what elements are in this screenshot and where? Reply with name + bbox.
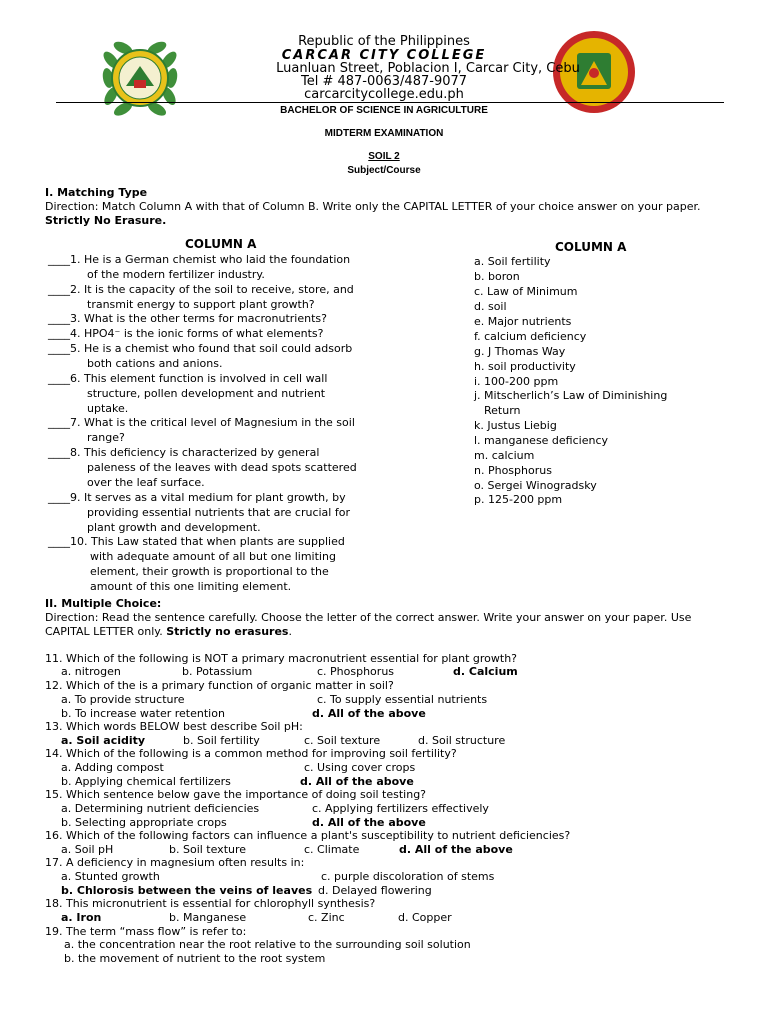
matching-question: ____2. It is the capacity of the soil to receive, store, and transmit energy to support plant growth? [48,283,354,311]
header-divider [56,102,724,103]
mc-question: 19. The term “mass flow” is refer to: [45,925,247,938]
mc-option: a. Adding compost [61,761,164,774]
matching-option: m. calcium [474,449,535,462]
matching-option: f. calcium deficiency [474,330,587,343]
matching-question: ____8. This deficiency is characterized by general paleness of the leaves with dead spots scattered over the leaf surface. [48,446,357,489]
mc-question: 11. Which of the following is NOT a primary macronutrient essential for plant growth? [45,652,518,665]
mc-option: c. purple discoloration of stems [321,870,495,883]
matching-option: b. boron [474,270,520,283]
matching-question: ____10. This Law stated that when plants are supplied with adequate amount of all but one limiting element, their growth is proportional to the amount of this one limiting element. [48,535,345,593]
matching-question: ____5. He is a chemist who found that soil could adsorb both cations and anions. [48,342,353,370]
college-name: CARCAR CITY COLLEGE [281,48,487,63]
matching-option: k. Justus Liebig [474,419,557,432]
mc-question: 15. Which sentence below gave the importance of doing soil testing? [45,788,427,801]
mc-question: 14. Which of the following is a common method for improving soil fertility? [45,747,457,760]
program-title: BACHELOR OF SCIENCE IN AGRICULTURE [280,105,488,116]
subject-label: Subject/Course [347,165,421,176]
mc-option: d. All of the above [399,843,513,856]
mc-option: a. Stunted growth [61,870,160,883]
mc-option: d. Soil structure [418,734,506,747]
matching-question: ____3. What is the other terms for macronutrients? [48,312,327,325]
part1-note: Strictly No Erasure. [45,214,167,227]
mc-option: c. Applying fertilizers effectively [312,802,489,815]
mc-question: 13. Which words BELOW best describe Soil pH: [45,720,303,733]
mc-option: a. the concentration near the root relative to the surrounding soil solution [64,938,471,951]
matching-question: ____4. HPO4⁻ is the ionic forms of what elements? [48,327,324,340]
mc-option: c. Climate [304,843,360,856]
matching-option-continued: Return [484,404,521,417]
matching-question: ____9. It serves as a vital medium for plant growth, by providing essential nutrients that are crucial for plant growth and development. [48,491,350,534]
column-b-title: COLUMN A [555,240,627,254]
matching-option: g. J Thomas Way [474,345,566,358]
mc-option: a. nitrogen [61,665,121,678]
college-website: carcarcitycollege.edu.ph [304,87,464,102]
mc-option: c. Zinc [308,911,345,924]
mc-option: b. Selecting appropriate crops [61,816,227,829]
matching-option: o. Sergei Winogradsky [474,479,597,492]
mc-question: 16. Which of the following factors can influence a plant's susceptibility to nutrient deficiencies? [45,829,571,842]
mc-option: c. Using cover crops [304,761,416,774]
column-a-title: COLUMN A [185,237,257,251]
matching-option: d. soil [474,300,507,313]
mc-option: a. Determining nutrient deficiencies [61,802,260,815]
mc-option: d. Calcium [453,665,518,678]
mc-option: b. Manganese [169,911,247,924]
matching-question: ____6. This element function is involved in cell wall structure, pollen development and nutrient uptake. [48,372,328,415]
mc-option: b. To increase water retention [61,707,225,720]
mc-question: 17. A deficiency in magnesium often results in: [45,856,305,869]
part1-heading: I. Matching Type [45,186,148,199]
mc-option: b. Soil texture [169,843,247,856]
part2-heading: II. Multiple Choice: [45,597,162,610]
mc-option: b. the movement of nutrient to the root system [64,952,326,965]
matching-option: i. 100-200 ppm [474,375,559,388]
matching-option: j. Mitscherlich’s Law of Diminishing [474,389,668,402]
mc-option: b. Potassium [182,665,253,678]
mc-option: c. Soil texture [304,734,381,747]
mc-option: c. To supply essential nutrients [317,693,488,706]
part2-direction-line2: CAPITAL LETTER only. Strictly no erasures. [45,625,292,638]
mc-question: 18. This micronutrient is essential for chlorophyll synthesis? [45,897,376,910]
mc-option: a. To provide structure [61,693,185,706]
matching-option: c. Law of Minimum [474,285,578,298]
matching-question: ____7. What is the critical level of Magnesium in the soil range? [48,416,355,444]
matching-option: e. Major nutrients [474,315,572,328]
mc-option: d. All of the above [312,816,426,829]
mc-option: a. Soil acidity [61,734,146,747]
mc-option: b. Applying chemical fertilizers [61,775,231,788]
matching-option: l. manganese deficiency [474,434,609,447]
matching-option: h. soil productivity [474,360,576,373]
part2-direction: Direction: Read the sentence carefully. Choose the letter of the correct answer. Write your answer on your paper. Use [45,611,692,624]
mc-option: b. Chlorosis between the veins of leaves [61,884,313,897]
part1-direction: Direction: Match Column A with that of Column B. Write only the CAPITAL LETTER of your choice answer on your paper. [45,200,701,213]
matching-question: ____1. He is a German chemist who laid the foundation of the modern fertilizer industry. [48,253,351,281]
mc-option: a. Soil pH [61,843,114,856]
republic-line: Republic of the Philippines [298,34,470,49]
mc-option: a. Iron [61,911,102,924]
matching-option: n. Phosphorus [474,464,552,477]
mc-option: d. All of the above [300,775,414,788]
exam-title: MIDTERM EXAMINATION [324,128,444,139]
mc-option: b. Soil fertility [183,734,260,747]
matching-option: p. 125-200 ppm [474,493,563,506]
matching-option: a. Soil fertility [474,255,551,268]
college-telephone: Tel # 487-0063/487-9077 [300,74,468,89]
college-address: Luanluan Street, Poblacion I, Carcar City, Cebu [276,61,580,76]
subject-code: SOIL 2 [368,151,400,162]
mc-question: 12. Which of the is a primary function of organic matter in soil? [45,679,394,692]
mc-option: d. Delayed flowering [318,884,432,897]
mc-option: d. All of the above [312,707,426,720]
mc-option: c. Phosphorus [317,665,395,678]
mc-option: d. Copper [398,911,452,924]
